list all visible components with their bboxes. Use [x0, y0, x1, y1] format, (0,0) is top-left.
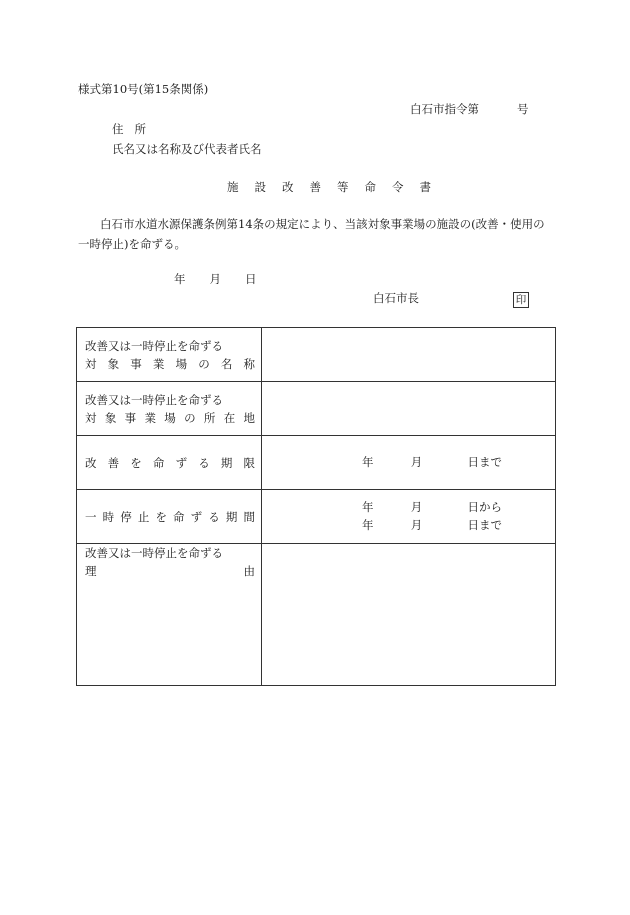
label-char: 命 — [173, 509, 185, 524]
date-year: 年 — [174, 272, 186, 286]
label-line-justified — [85, 562, 255, 580]
period-from-line — [362, 502, 502, 514]
label-char: 所 — [203, 410, 216, 425]
label-text: 改善又は一時停止を命ずる — [85, 546, 223, 560]
directive-suffix: 号 — [517, 102, 529, 116]
label-char: 間 — [243, 509, 255, 524]
label-char: 象 — [104, 410, 117, 425]
label-text: 改善又は一時停止を命ずる — [85, 338, 223, 353]
address-label-char: 所 — [134, 122, 146, 136]
table-row — [77, 328, 556, 382]
deadline-date-line — [362, 457, 502, 469]
issue-date — [174, 274, 257, 286]
label-line — [85, 337, 255, 355]
label-char: 停 — [120, 509, 132, 524]
address-label-char: 住 — [112, 122, 124, 136]
seal-mark: 印 — [513, 292, 529, 308]
label-char: 期 — [225, 509, 238, 524]
label-char: ず — [190, 509, 203, 524]
period-from: 日から — [467, 500, 502, 514]
label-line-justified — [85, 355, 255, 373]
facility-name-label — [77, 328, 262, 382]
deadline-year: 年 — [362, 455, 374, 469]
form-number: 様式第10号(第15条関係) — [78, 82, 209, 96]
label-char: る — [208, 509, 220, 524]
title-char: 善 — [309, 180, 321, 194]
period-until: 日まで — [467, 518, 502, 532]
date-day: 日 — [245, 272, 257, 286]
issuer-name: 白石市長 — [373, 291, 419, 305]
label-line-justified — [85, 508, 255, 526]
table-row — [77, 436, 556, 490]
deadline-month: 月 — [410, 455, 423, 469]
label-char: 業 — [152, 356, 165, 371]
label-char: 時 — [102, 509, 115, 524]
reason-value[interactable] — [262, 544, 556, 686]
table-row — [77, 382, 556, 436]
label-line — [85, 391, 255, 409]
suspension-period-label — [77, 490, 262, 544]
suspension-period-value[interactable] — [262, 490, 556, 544]
label-line-justified — [85, 409, 255, 427]
address-label — [112, 124, 146, 136]
title-char: 施 — [227, 180, 239, 194]
label-char: ず — [175, 455, 188, 470]
label-char: 事 — [130, 356, 142, 371]
label-char: 在 — [223, 410, 236, 425]
table-row — [77, 544, 556, 686]
label-char: る — [198, 455, 210, 470]
label-char: 命 — [152, 455, 165, 470]
directive-number — [410, 104, 529, 116]
period-from-year: 年 — [362, 500, 374, 514]
label-char: 場 — [175, 356, 188, 371]
reason-label — [77, 544, 262, 686]
label-char: 改 — [85, 455, 97, 470]
label-char: 象 — [107, 356, 120, 371]
label-char: 理 — [85, 564, 97, 578]
table-row — [77, 490, 556, 544]
label-char: の — [184, 410, 196, 425]
directive-prefix: 白石市指令第 — [410, 102, 479, 116]
facility-location-label — [77, 382, 262, 436]
label-char: 期 — [220, 455, 233, 470]
label-line — [85, 544, 255, 562]
period-until-year: 年 — [362, 518, 374, 532]
label-char: 由 — [243, 564, 255, 578]
body-line-1: 白石市水道水源保護条例第14条の規定により、当該対象事業場の施設の(改善・使用の — [100, 217, 545, 231]
title-char: 書 — [419, 180, 431, 194]
document-title — [227, 182, 431, 194]
title-char: 命 — [364, 180, 376, 194]
facility-location-value[interactable] — [262, 382, 556, 436]
label-char: 事 — [124, 410, 137, 425]
label-char: 善 — [107, 455, 120, 470]
title-char: 令 — [392, 180, 404, 194]
name-label: 氏名又は名称及び代表者氏名 — [112, 142, 262, 156]
label-char: 地 — [243, 410, 255, 425]
period-from-month: 月 — [410, 500, 423, 514]
label-char: 対 — [85, 356, 97, 371]
label-char: 名 — [220, 356, 233, 371]
title-char: 改 — [282, 180, 294, 194]
title-char: 等 — [337, 180, 349, 194]
date-month: 月 — [209, 272, 221, 286]
label-char: 対 — [85, 410, 97, 425]
facility-name-value[interactable] — [262, 328, 556, 382]
label-char: 止 — [137, 509, 150, 524]
label-char: 一 — [85, 509, 97, 524]
label-char: 称 — [243, 356, 255, 371]
label-char: 場 — [164, 410, 176, 425]
period-until-month: 月 — [410, 518, 423, 532]
body-line: 一時停止)を命ずる。 — [78, 237, 186, 251]
label-char: の — [198, 356, 210, 371]
body-line — [78, 214, 558, 234]
title-char: 設 — [254, 180, 266, 194]
label-char: 業 — [144, 410, 156, 425]
period-until-line — [362, 520, 502, 532]
label-text: 改善又は一時停止を命ずる — [85, 392, 223, 407]
label-char: を — [130, 455, 142, 470]
order-details-table — [76, 327, 556, 686]
improvement-deadline-value[interactable] — [262, 436, 556, 490]
label-char: 限 — [243, 455, 255, 470]
deadline-until: 日まで — [467, 455, 502, 469]
body-paragraph — [78, 214, 558, 254]
label-line-justified — [85, 454, 255, 472]
improvement-deadline-label — [77, 436, 262, 490]
label-char: を — [155, 509, 167, 524]
